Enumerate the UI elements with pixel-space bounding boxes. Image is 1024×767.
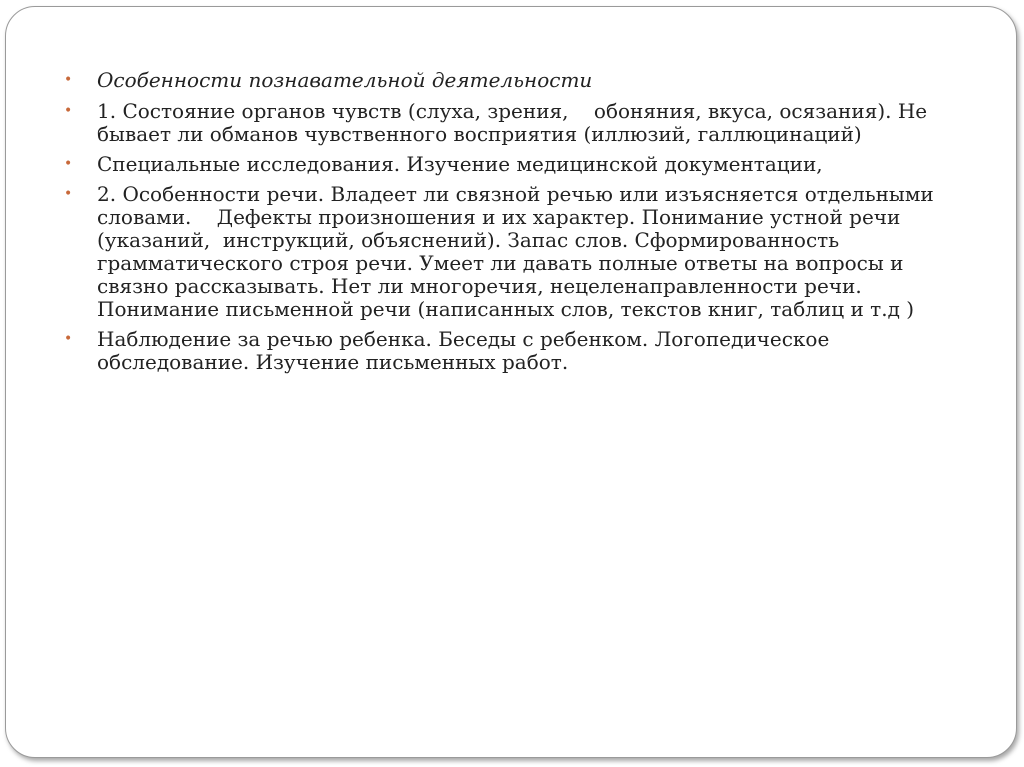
bullet-dot-icon: •	[64, 186, 73, 202]
bullet-text: Специальные исследования. Изучение медицинской документации,	[97, 152, 823, 176]
bullet-item-observation	[64, 328, 979, 374]
slide-content	[64, 69, 979, 381]
bullet-dot-icon: •	[64, 103, 73, 119]
bullet-text: Особенности познавательной деятельности	[97, 68, 593, 92]
bullet-text: Наблюдение за речью ребенка. Беседы с ребенком. Логопедическое обследование. Изучение письменных работ.	[97, 327, 836, 374]
bullet-text: 1. Состояние органов чувств (слуха, зрения, обоняния, вкуса, осязания). Не бывает ли обманов чувственного восприятия (иллюзий, галлюцинаций)	[97, 99, 934, 146]
bullet-item-speech	[64, 183, 979, 321]
bullet-dot-icon: •	[64, 72, 73, 88]
bullet-item-senses	[64, 100, 979, 146]
slide-frame	[5, 6, 1017, 758]
bullet-dot-icon: •	[64, 331, 73, 347]
bullet-list	[64, 69, 979, 374]
bullet-item-heading	[64, 69, 979, 92]
bullet-item-research	[64, 153, 979, 176]
bullet-text: 2. Особенности речи. Владеет ли связной речью или изъясняется отдельными словами. Дефекты произношения и их характер. Понимание устной речи (указаний, инструкций, объяснений). Запас слов. Сформированность грамматического строя речи. Умеет ли давать полные ответы на вопросы и связно рассказывать. Нет ли многоречия, нецеленаправленности речи. Понимание письменной речи (написанных слов, текстов книг, таблиц и т.д )	[97, 182, 941, 321]
bullet-dot-icon: •	[64, 156, 73, 172]
